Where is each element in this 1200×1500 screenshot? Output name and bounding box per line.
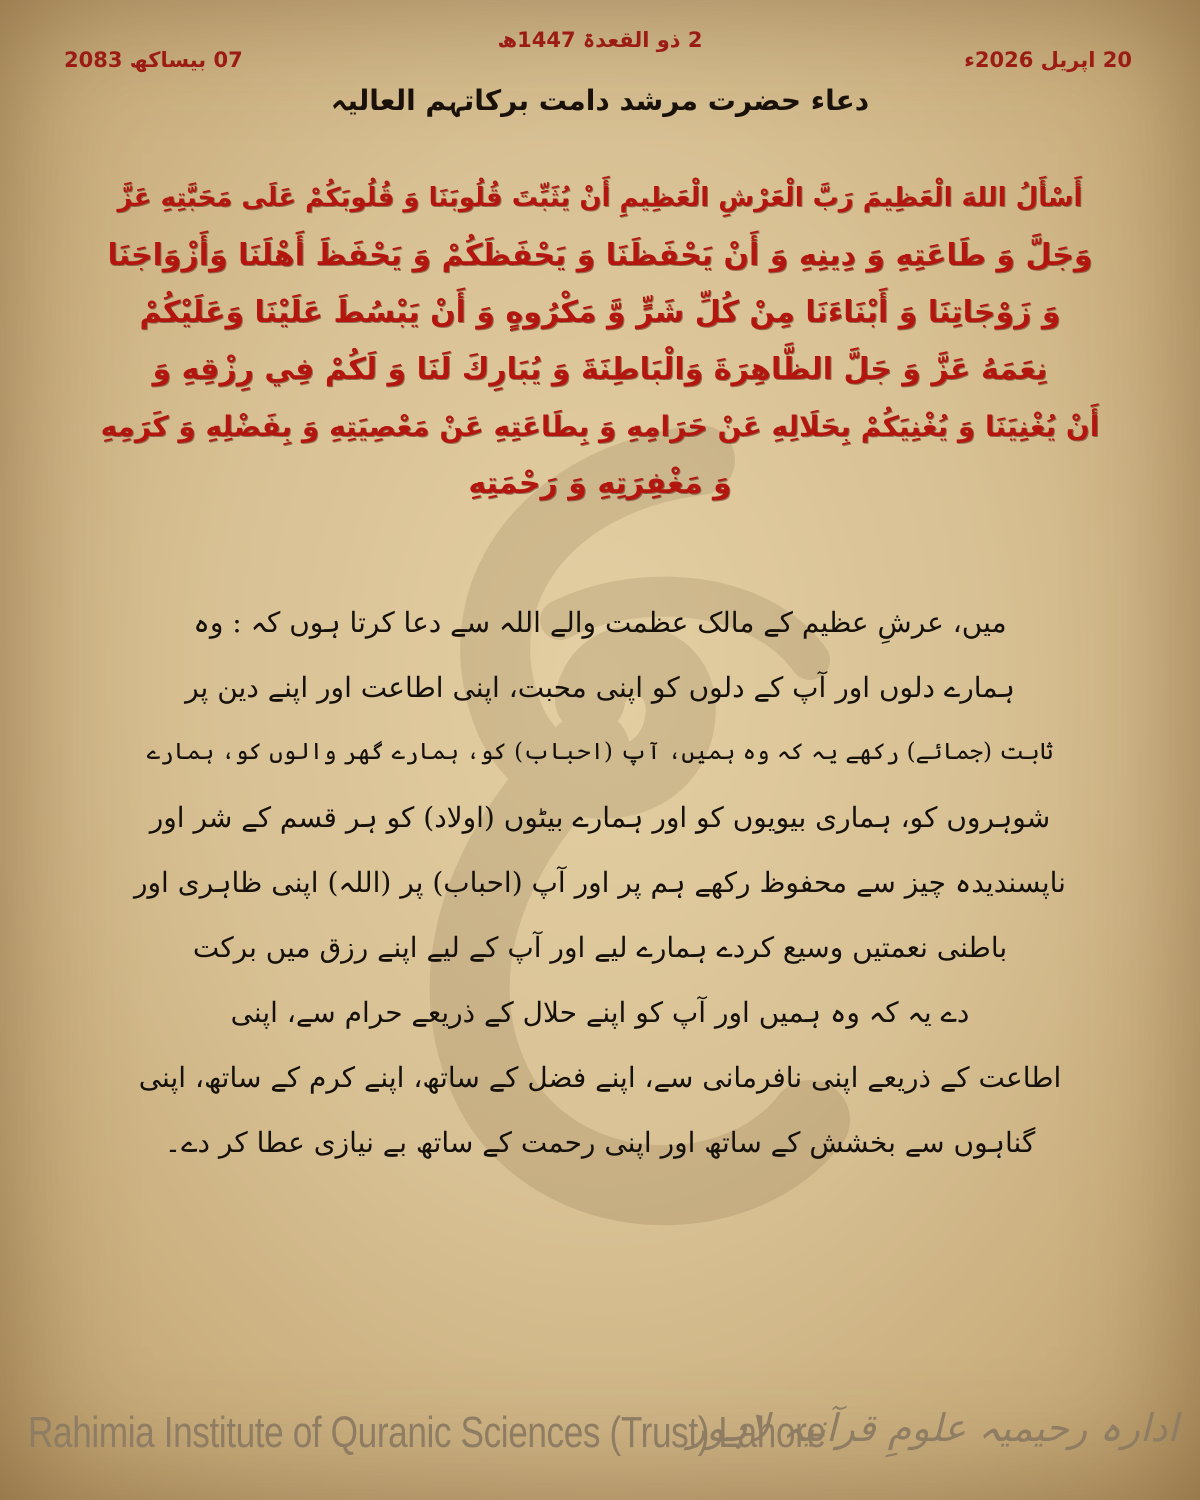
- hijri-date: 2 ذو القعدۃ 1447ھ: [497, 28, 703, 52]
- gregorian-date: 20 اپریل 2026ء: [964, 48, 1132, 72]
- urdu-translation: [130, 590, 1070, 1175]
- prayer-title: دعاء حضرت مرشد دامت برکاتہم العالیہ: [330, 84, 870, 117]
- urdu-line: ناپسندیدہ چیز سے محفوظ رکھے ہم پر اور آپ (احباب) پر (اللہ) اپنی ظاہری اور: [134, 866, 1066, 899]
- arabic-line: وَ زَوْجَاتِنَا وَ أَبْنَاءَنَا مِنْ كُلِّ شَرٍّ وَّ مَكْرُوهٍ وَ أَنْ يَبْسُطَ عَلَيْنَا وَعَلَيْكُمْ: [139, 295, 1061, 330]
- arabic-line: وَجَلَّ وَ طَاعَتِهِ وَ دِينِهِ وَ أَنْ يَحْفَظَنَا وَ يَحْفَظَكُمْ وَ يَحْفَظَ أَهْلَنَا وَأَزْوَاجَنَا: [107, 238, 1093, 273]
- urdu-line: گناہوں سے بخشش کے ساتھ اور اپنی رحمت کے ساتھ بے نیازی عطا کر دے۔: [164, 1126, 1036, 1159]
- arabic-line: أَسْأَلُ اللهَ الْعَظِيمَ رَبَّ الْعَرْشِ الْعَظِيمِ أَنْ يُثَبِّتَ قُلُوبَنَا وَ قُلُوبَكُمْ عَلَى مَحَبَّتِهِ عَزَّ: [117, 183, 1083, 213]
- institute-footer: [28, 1400, 1178, 1480]
- bikrami-date: 07 بیساکھ 2083: [64, 48, 243, 72]
- urdu-line: دے یہ کہ وہ ہمیں اور آپ کو اپنے حلال کے ذریعے حرام سے، اپنی: [230, 996, 970, 1029]
- urdu-line: ثابت (جمائے) رکھے یہ کہ وہ ہمیں، آپ (احباب) کو، ہمارے گھر والوں کو، ہمارے: [146, 739, 1054, 765]
- urdu-line: شوہروں کو، ہماری بیویوں کو اور ہمارے بیٹوں (اولاد) کو ہر قسم کے شر اور: [149, 801, 1051, 834]
- institute-logo-calligraphy: ادارہ رحیمیہ علومِ قرآنیہ لاہور: [687, 1406, 1178, 1450]
- arabic-prayer: [100, 170, 1100, 512]
- institute-name-english: Rahimia Institute of Quranic Sciences (Trust) Lahore: [28, 1408, 826, 1457]
- arabic-line: وَ مَغْفِرَتِهِ وَ رَحْمَتِهِ: [468, 466, 732, 501]
- urdu-line: اطاعت کے ذریعے اپنی نافرمانی سے، اپنے فضل کے ساتھ، اپنے کرم کے ساتھ، اپنی: [138, 1061, 1062, 1094]
- urdu-line: باطنی نعمتیں وسیع کردے ہمارے لیے اور آپ کے لیے اپنے رزق میں برکت: [192, 931, 1008, 964]
- urdu-line: میں، عرشِ عظیم کے مالک عظمت والے اللہ سے دعا کرتا ہوں کہ : وہ: [193, 606, 1007, 639]
- arabic-line: أَنْ يُغْنِيَنَا وَ يُغْنِيَكُمْ بِحَلَالِهِ عَنْ حَرَامِهِ وَ بِطَاعَتِهِ عَنْ مَعْصِيَتِهِ وَ بِفَضْلِهِ وَ كَرَمِهِ: [100, 410, 1100, 443]
- arabic-line: نِعَمَهُ عَزَّ وَ جَلَّ الظَّاهِرَةَ وَالْبَاطِنَةَ وَ يُبَارِكَ لَنَا وَ لَكُمْ فِي رِزْقِهِ وَ: [152, 352, 1048, 387]
- urdu-line: ہمارے دلوں اور آپ کے دلوں کو اپنی محبت، اپنی اطاعت اور اپنے دین پر: [185, 671, 1015, 704]
